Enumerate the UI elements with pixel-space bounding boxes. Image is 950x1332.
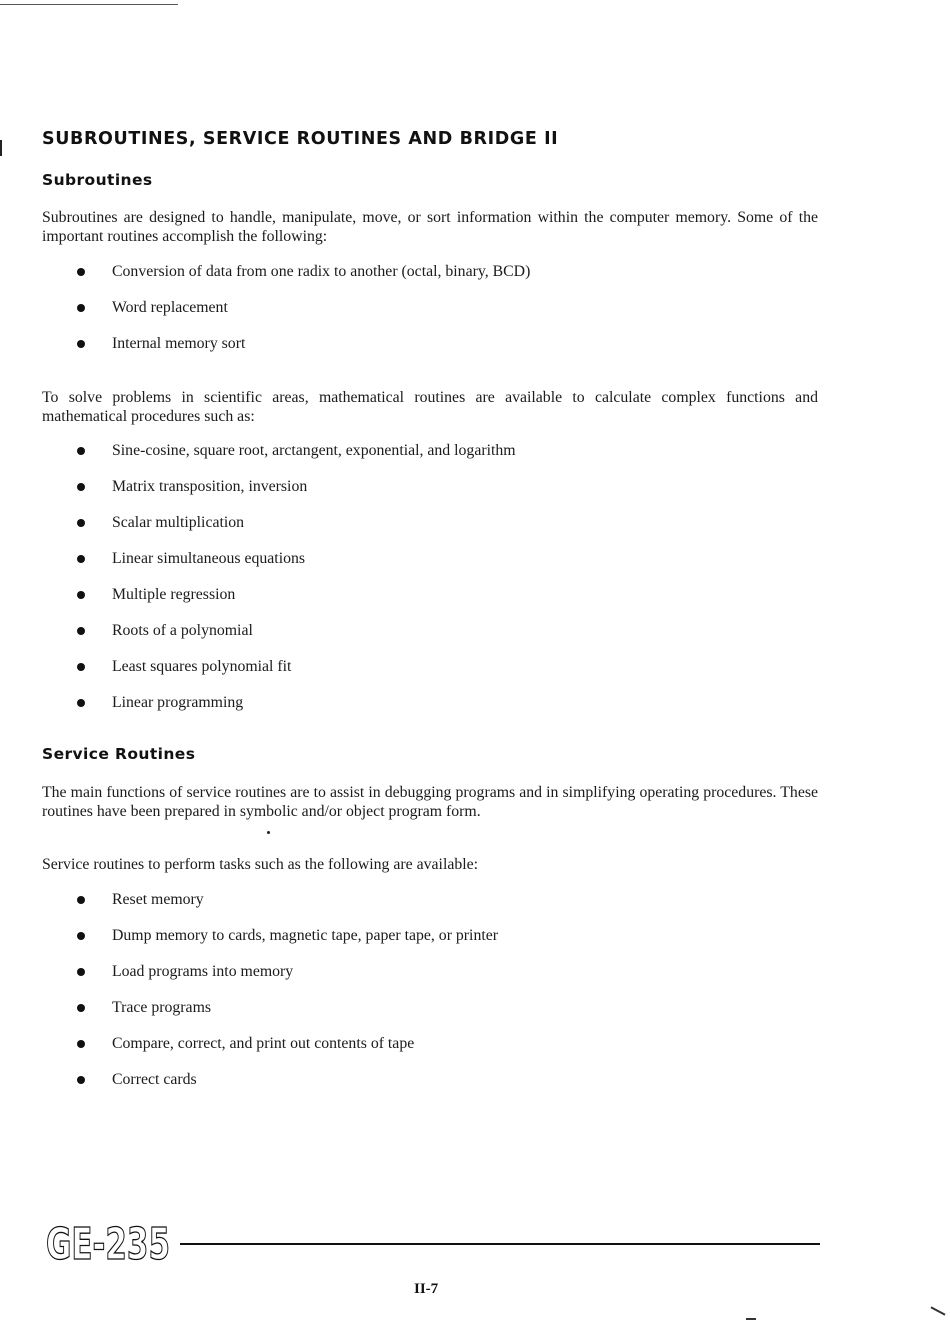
math-routines-paragraph: To solve problems in scientific areas, mathematical routines are available to calculate complex functions and mathematical procedures such as: xyxy=(42,389,818,425)
list-item-text: Internal memory sort xyxy=(112,335,246,352)
service-routines-intro-paragraph: The main functions of service routines are to assist in debugging programs and in simplifying operating procedures. These routines have been prepared in symbolic and/or object program form. xyxy=(42,784,818,820)
list-item-text: Linear programming xyxy=(112,694,244,711)
bullet-icon xyxy=(77,1040,85,1048)
bullet-icon xyxy=(77,968,85,976)
bullet-icon xyxy=(77,268,85,276)
list-item-text: Trace programs xyxy=(112,999,212,1016)
list-item xyxy=(0,926,900,948)
bullet-icon xyxy=(77,483,85,491)
list-item xyxy=(0,962,900,984)
list-item xyxy=(0,262,900,284)
scan-mark-bottom-right xyxy=(746,1318,756,1320)
list-item xyxy=(0,890,900,912)
bullet-icon xyxy=(77,304,85,312)
list-item xyxy=(0,298,900,320)
bullet-icon xyxy=(77,663,85,671)
list-item xyxy=(0,621,900,643)
list-item xyxy=(0,585,900,607)
page-title: SUBROUTINES, SERVICE ROUTINES AND BRIDGE II xyxy=(42,129,559,149)
scan-mark-top-rule xyxy=(0,4,178,5)
list-item xyxy=(0,513,900,535)
subroutines-intro-paragraph: Subroutines are designed to handle, manipulate, move, or sort information within the computer memory. Some of the important routines accomplish the following: xyxy=(42,209,818,245)
bullet-icon xyxy=(77,932,85,940)
list-item xyxy=(0,657,900,679)
list-item-text: Word replacement xyxy=(112,299,228,316)
list-item xyxy=(0,1034,900,1056)
bullet-icon xyxy=(77,699,85,707)
footer-divider xyxy=(180,1243,820,1245)
list-item xyxy=(0,998,900,1020)
list-item xyxy=(0,693,900,715)
list-item xyxy=(0,441,900,463)
list-item-text: Least squares polynomial fit xyxy=(112,658,292,675)
bullet-icon xyxy=(77,1004,85,1012)
service-tasks-paragraph: Service routines to perform tasks such as the following are available: xyxy=(42,856,479,873)
list-item-text: Load programs into memory xyxy=(112,963,294,980)
bullet-icon xyxy=(77,896,85,904)
scan-mark-corner xyxy=(930,1306,945,1315)
bullet-icon xyxy=(77,591,85,599)
bullet-icon xyxy=(77,1076,85,1084)
list-item-text: Multiple regression xyxy=(112,586,236,603)
logo-text: GE-235 xyxy=(46,1219,170,1270)
list-item-text: Sine-cosine, square root, arctangent, exponential, and logarithm xyxy=(112,442,516,459)
bullet-icon xyxy=(77,447,85,455)
list-item-text: Correct cards xyxy=(112,1071,197,1088)
list-item-text: Roots of a polynomial xyxy=(112,622,253,639)
scan-mark-dot xyxy=(267,831,270,834)
list-item-text: Conversion of data from one radix to another (octal, binary, BCD) xyxy=(112,263,531,280)
list-item-text: Dump memory to cards, magnetic tape, paper tape, or printer xyxy=(112,927,499,944)
ge-235-logo xyxy=(46,1219,172,1270)
list-item xyxy=(0,1070,900,1092)
list-item xyxy=(0,549,900,571)
list-item-text: Reset memory xyxy=(112,891,204,908)
page-number: II-7 xyxy=(414,1281,439,1297)
list-item-text: Scalar multiplication xyxy=(112,514,245,531)
list-item xyxy=(0,477,900,499)
bullet-icon xyxy=(77,519,85,527)
list-item xyxy=(0,334,900,356)
bullet-icon xyxy=(77,340,85,348)
list-item-text: Compare, correct, and print out contents of tape xyxy=(112,1035,415,1052)
section-heading-service-routines: Service Routines xyxy=(42,745,196,763)
bullet-icon xyxy=(77,555,85,563)
bullet-icon xyxy=(77,627,85,635)
section-heading-subroutines: Subroutines xyxy=(42,171,153,189)
list-item-text: Linear simultaneous equations xyxy=(112,550,306,567)
scan-mark-left-edge xyxy=(0,140,2,156)
list-item-text: Matrix transposition, inversion xyxy=(112,478,308,495)
